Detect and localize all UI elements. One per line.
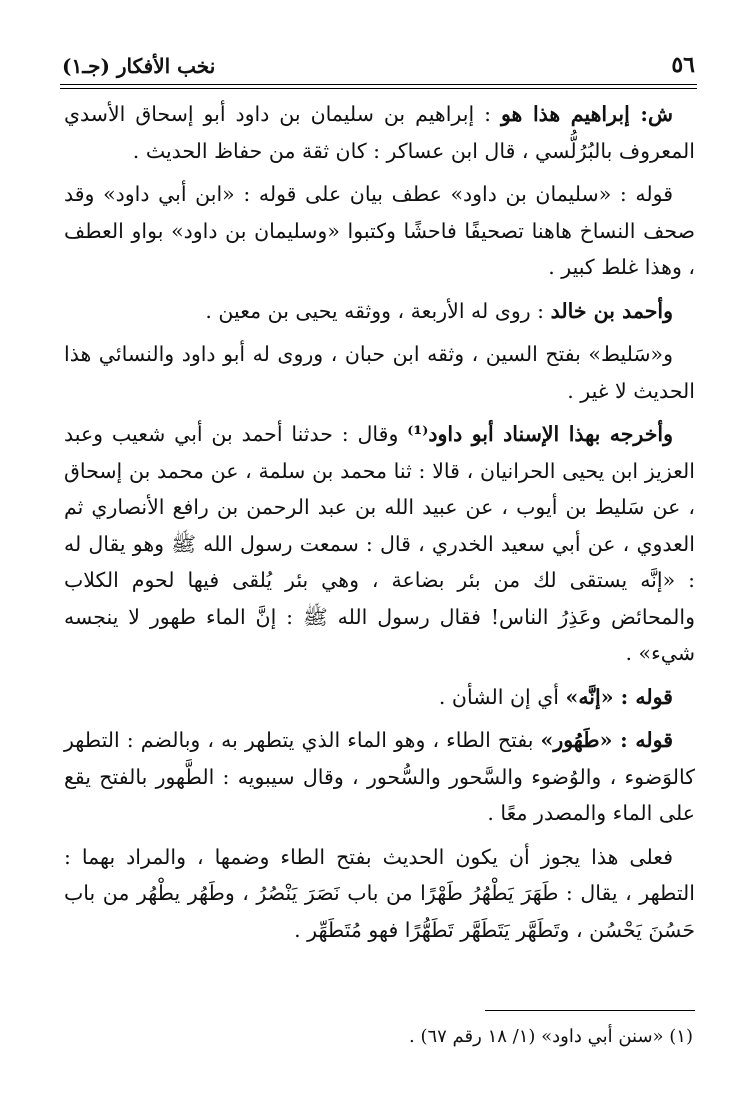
paragraph-text: وقال : حدثنا أحمد بن أبي شعيب وعبد العزيز ابن يحيى الحرانيان ، قالا : ثنا محمد بن سلمة ، عن محمد بن إسحاق ، عن سَليط بن أيوب ، عن عبيد الله بن عبد الرحمن بن رافع الأنصاري ثم العدوي ، عن أبي سعيد الخدري ، قال : سمعت رسول الله ﷺ وهو يقال له : «إنَّه يستقى لك من بئر بضاعة ، وهي بئر يُلقى فيها لحوم الكلاب والمحائض وعَذِرُ الناس! فقال رسول الله ﷺ : إنَّ الماء طهور لا ينجسه شيء» . <box>64 422 695 665</box>
page-header <box>62 38 695 84</box>
paragraph-hadith <box>64 416 695 672</box>
paragraph-tahur <box>64 722 695 832</box>
paragraph-lead: قوله : «إنَّه» <box>565 684 673 709</box>
paragraph-lead: وأخرجه بهذا الإسناد أبو داود⁽¹⁾ <box>407 422 674 446</box>
header-rule <box>60 84 697 89</box>
paragraph-conclusion <box>64 839 695 949</box>
footnote: (١) «سنن أبي داود» (١/ ١٨ رقم ٦٧) . <box>409 1026 693 1047</box>
page-number: ٥٦ <box>671 52 695 78</box>
paragraph-lead: قوله : «طَهُور» <box>540 728 673 752</box>
paragraph-text: قوله : «سليمان بن داود» عطف بيان على قوله : «ابن أبي داود» وقد صحف النساخ هاهنا تصحيفًا فاحشًا وكتبوا «وسليمان بن داود» بواو العطف ، وهذا غلط كبير . <box>64 182 695 279</box>
paragraph-salit <box>64 336 695 409</box>
paragraph-text: بفتح الطاء ، وهو الماء الذي يتطهر به ، وبالضم : التطهر كالوَضوء ، والوُضوء والسَّحور والسُّحور ، وقال سيبويه : الطَّهور بالفتح يقع على الماء والمصدر معًا . <box>64 728 695 825</box>
paragraph-text: : روى له الأربعة ، ووثقه يحيى بن معين . <box>205 298 551 323</box>
page-body <box>64 96 695 955</box>
paragraph-sulayman <box>64 176 695 286</box>
paragraph-text: و«سَليط» بفتح السين ، وثقه ابن حبان ، وروى له أبو داود والنسائي هذا الحديث لا غير . <box>64 342 695 403</box>
paragraph-text: : إبراهيم بن سليمان بن داود أبو إسحاق الأسدي المعروف بالبُرُلُّسي ، قال ابن عساكر : كان ثقة من حفاظ الحديث . <box>64 102 695 163</box>
paragraph-ahmad <box>64 293 695 330</box>
running-title: نخب الأفكار (جـ١) <box>62 54 216 78</box>
paragraph-innahu <box>64 679 695 716</box>
paragraph-text: أي إن الشأن . <box>438 684 566 709</box>
paragraph-text: فعلى هذا يجوز أن يكون الحديث بفتح الطاء وضمها ، والمراد بهما : التطهر ، يقال : طَهَرَ يَطْهُرُ طَهْرًا من باب نَصَرَ يَنْصُرُ ، وطَهُر يطْهُر من باب حَسُنَ يَحْسُن ، وتَطَهَّر يَتَطَهَّر تَطَهُّرًا فهو مُتَطَهِّر . <box>64 844 695 942</box>
paragraph-lead: ش: إبراهيم هذا هو <box>500 102 674 126</box>
paragraph-ibrahim <box>64 96 695 169</box>
paragraph-lead: وأحمد بن خالد <box>550 298 673 323</box>
